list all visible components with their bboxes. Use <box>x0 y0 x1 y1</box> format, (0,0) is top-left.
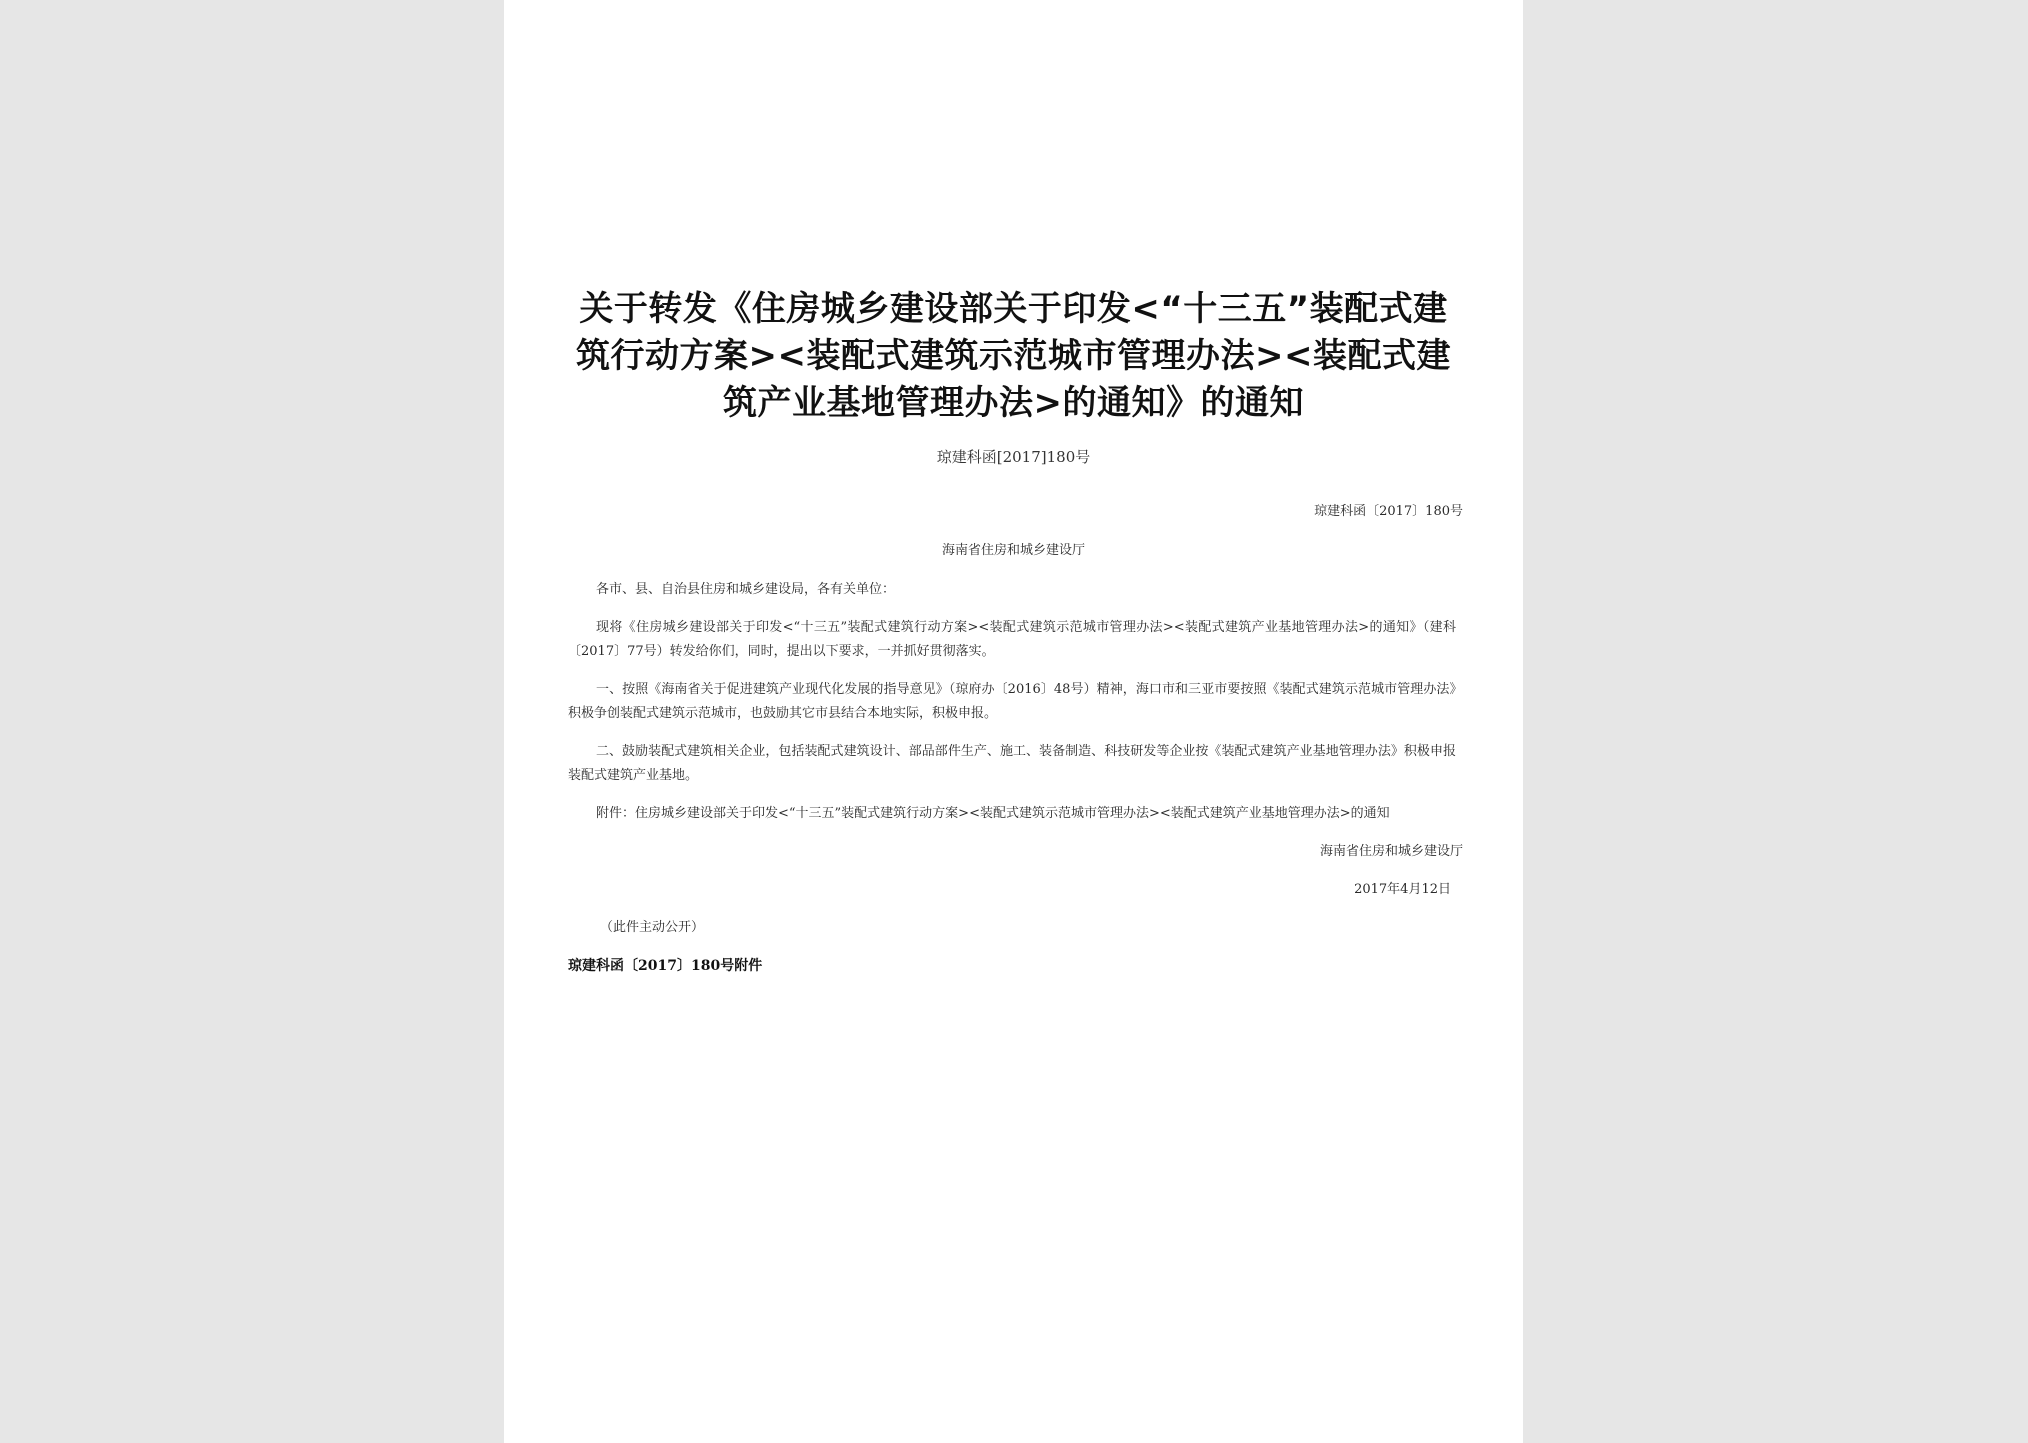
paragraph-item-1: 一、按照《海南省关于促进建筑产业现代化发展的指导意见》（琼府办〔2016〕48号）精神，海口市和三亚市要按照《装配式建筑示范城市管理办法》积极争创装配式建筑示范城市，也鼓励其它市县结合本地实际，积极申报。 <box>568 682 1456 721</box>
date: 2017年4月12日 <box>1354 882 1451 897</box>
paragraph-intro: 现将《住房城乡建设部关于印发<“十三五”装配式建筑行动方案><装配式建筑示范城市管理办法><装配式建筑产业基地管理办法>的通知》（建科〔2017〕77号）转发给你们，同时，提出以下要求，一并抓好贯彻落实。 <box>568 620 1456 659</box>
issuing-department: 海南省住房和城乡建设厅 <box>941 543 1085 558</box>
signature: 海南省住房和城乡建设厅 <box>1319 844 1463 859</box>
paragraph-item-2: 二、鼓励装配式建筑相关企业，包括装配式建筑设计、部品部件生产、施工、装备制造、科技研发等企业按《装配式建筑产业基地管理办法》积极申报装配式建筑产业基地。 <box>568 744 1456 783</box>
document-number: 琼建科函[2017]180号 <box>936 448 1091 466</box>
header-reference-number: 琼建科函〔2017〕180号 <box>1314 504 1463 519</box>
attachment-line: 附件：住房城乡建设部关于印发<“十三五”装配式建筑行动方案><装配式建筑示范城市管理办法><装配式建筑产业基地管理办法>的通知 <box>596 806 1390 821</box>
attachment-heading: 琼建科函〔2017〕180号附件 <box>568 958 763 974</box>
document-title: 关于转发《住房城乡建设部关于印发<“十三五”装配式建筑行动方案><装配式建筑示范城市管理办法><装配式建筑产业基地管理办法>的通知》的通知 <box>576 289 1451 423</box>
document-page <box>504 0 1523 1443</box>
disclosure-note: （此件主动公开） <box>600 920 705 935</box>
salutation: 各市、县、自治县住房和城乡建设局，各有关单位： <box>596 582 896 597</box>
